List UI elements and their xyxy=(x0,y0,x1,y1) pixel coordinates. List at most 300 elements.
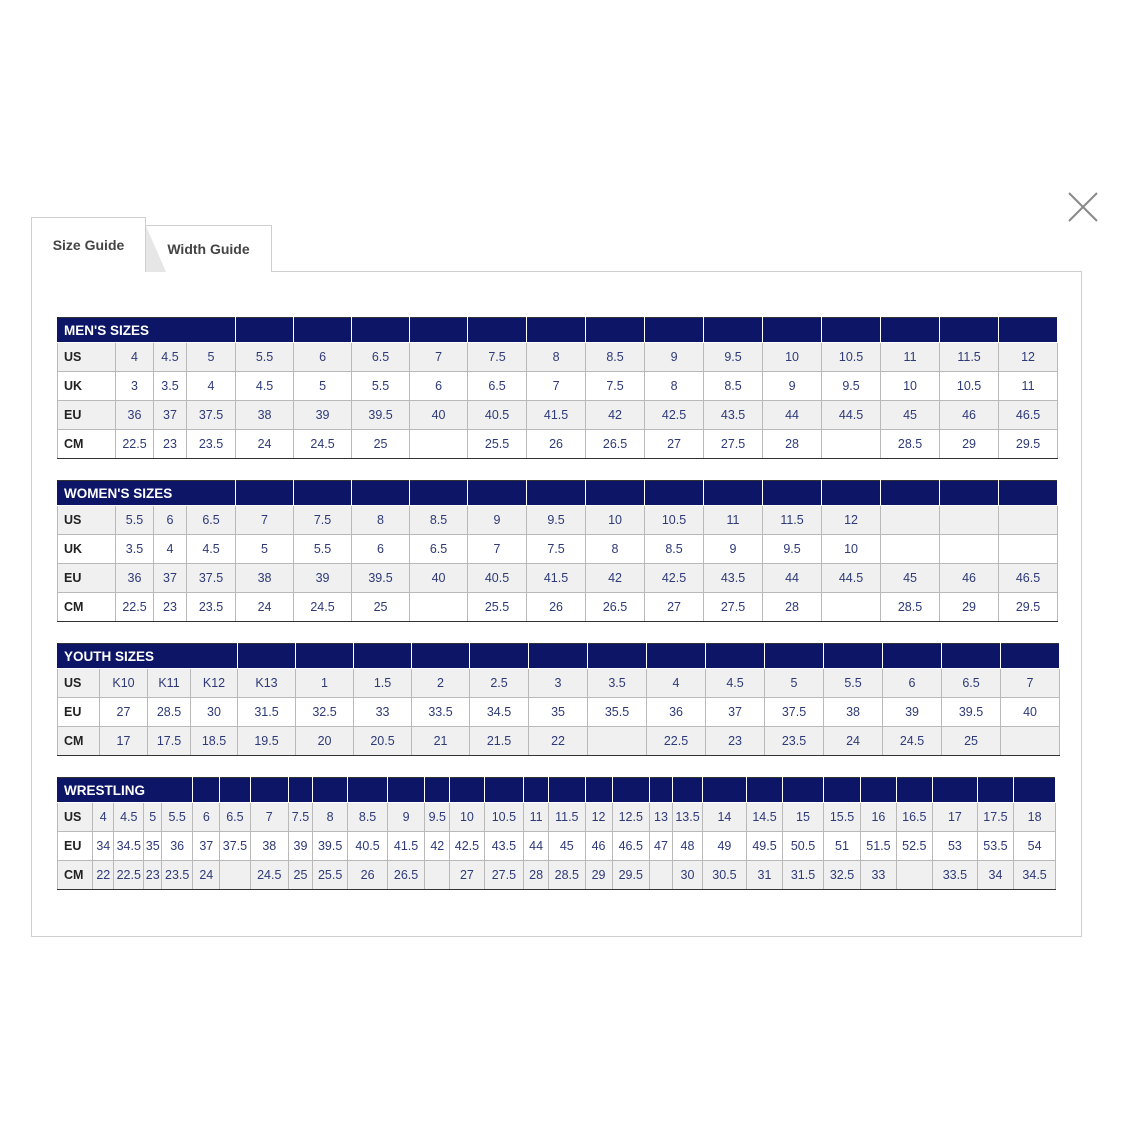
row-label: CM xyxy=(58,593,116,622)
size-cell: 45 xyxy=(881,564,940,593)
size-cell: 11 xyxy=(999,372,1058,401)
size-cell: 7.5 xyxy=(527,535,586,564)
size-cell: 39.5 xyxy=(312,832,347,861)
size-cell: 10 xyxy=(881,372,940,401)
size-cell: 5.5 xyxy=(294,535,352,564)
size-cell xyxy=(410,430,468,459)
size-cell: 3 xyxy=(116,372,154,401)
header-cell xyxy=(289,778,313,803)
header-cell xyxy=(896,778,932,803)
size-cell: 42 xyxy=(586,401,645,430)
size-cell xyxy=(1001,727,1060,756)
close-button[interactable] xyxy=(1066,190,1100,224)
size-cell xyxy=(822,593,881,622)
header-cell xyxy=(193,778,220,803)
header-cell xyxy=(425,778,450,803)
header-cell xyxy=(940,481,999,506)
header-cell xyxy=(220,778,250,803)
size-cell: 27 xyxy=(100,698,148,727)
size-cell: 17 xyxy=(100,727,148,756)
size-cell: 36 xyxy=(647,698,706,727)
size-cell: 39 xyxy=(289,832,313,861)
row-label: EU xyxy=(58,564,116,593)
size-cell: 7 xyxy=(468,535,527,564)
size-cell: 23.5 xyxy=(187,430,236,459)
size-cell: 9.5 xyxy=(704,343,763,372)
header-cell xyxy=(238,644,296,669)
size-cell: 27.5 xyxy=(704,430,763,459)
size-cell: 46 xyxy=(940,564,999,593)
size-cell: 33 xyxy=(861,861,896,890)
size-cell: 44 xyxy=(524,832,549,861)
size-cell: 46.5 xyxy=(612,832,649,861)
close-icon xyxy=(1066,190,1100,224)
size-cell: 41.5 xyxy=(387,832,424,861)
size-cell: 11 xyxy=(704,506,763,535)
size-cell: 22.5 xyxy=(647,727,706,756)
row-label: US xyxy=(58,803,93,832)
size-cell: 26.5 xyxy=(586,430,645,459)
size-cell: 45 xyxy=(549,832,585,861)
size-row-us xyxy=(58,803,1056,832)
header-cell xyxy=(524,778,549,803)
row-label: EU xyxy=(58,832,93,861)
header-cell xyxy=(763,481,822,506)
header-cell xyxy=(1001,644,1060,669)
size-cell: 37.5 xyxy=(765,698,824,727)
size-row-eu xyxy=(58,698,1060,727)
header-cell xyxy=(450,778,484,803)
header-cell xyxy=(933,778,978,803)
row-label: UK xyxy=(58,372,116,401)
size-cell: 39.5 xyxy=(352,401,410,430)
size-cell: 5 xyxy=(187,343,236,372)
size-cell: 25 xyxy=(352,593,410,622)
size-cell: 21.5 xyxy=(470,727,529,756)
size-cell: 43.5 xyxy=(704,401,763,430)
size-row-eu xyxy=(58,401,1058,430)
size-cell: 31 xyxy=(746,861,782,890)
size-row-us xyxy=(58,506,1058,535)
header-cell xyxy=(294,481,352,506)
size-cell: 34.5 xyxy=(470,698,529,727)
size-cell: 38 xyxy=(236,564,294,593)
size-cell: 37.5 xyxy=(220,832,250,861)
table-header xyxy=(58,644,1060,669)
header-cell xyxy=(645,318,704,343)
size-cell xyxy=(220,861,250,890)
size-cell: 24.5 xyxy=(294,593,352,622)
size-cell: 6 xyxy=(154,506,187,535)
header-cell xyxy=(410,481,468,506)
size-cell: 5 xyxy=(294,372,352,401)
size-cell: 30 xyxy=(191,698,238,727)
size-cell: 45 xyxy=(881,401,940,430)
size-cell: 26 xyxy=(348,861,388,890)
size-cell: 50.5 xyxy=(783,832,824,861)
size-cell: 6.5 xyxy=(187,506,236,535)
size-cell: K10 xyxy=(100,669,148,698)
size-cell: 4 xyxy=(93,803,114,832)
tab-size-guide[interactable]: Size Guide xyxy=(31,217,146,272)
header-cell xyxy=(470,644,529,669)
size-cell: 2.5 xyxy=(470,669,529,698)
size-cell: 37.5 xyxy=(187,564,236,593)
size-cell: 7.5 xyxy=(586,372,645,401)
size-cell: 12 xyxy=(999,343,1058,372)
size-cell: 51.5 xyxy=(861,832,896,861)
size-cell: 12.5 xyxy=(612,803,649,832)
size-cell: 22.5 xyxy=(116,593,154,622)
size-cell: 9.5 xyxy=(425,803,450,832)
size-cell: 31.5 xyxy=(238,698,296,727)
size-cell: 30 xyxy=(672,861,702,890)
size-cell xyxy=(940,506,999,535)
header-cell xyxy=(529,644,588,669)
size-cell xyxy=(881,535,940,564)
size-row-cm xyxy=(58,593,1058,622)
size-cell: 35.5 xyxy=(588,698,647,727)
header-cell xyxy=(468,481,527,506)
size-cell: 27.5 xyxy=(484,861,524,890)
size-cell: 6.5 xyxy=(942,669,1001,698)
header-cell xyxy=(484,778,524,803)
size-cell: 28 xyxy=(763,593,822,622)
header-cell xyxy=(586,481,645,506)
row-label: EU xyxy=(58,401,116,430)
size-cell: 33.5 xyxy=(933,861,978,890)
size-cell xyxy=(940,535,999,564)
size-cell: 35 xyxy=(529,698,588,727)
row-label: CM xyxy=(58,430,116,459)
size-cell: 42.5 xyxy=(645,564,704,593)
size-cell: 29.5 xyxy=(999,430,1058,459)
header-cell xyxy=(763,318,822,343)
size-cell: 8.5 xyxy=(410,506,468,535)
header-cell xyxy=(352,318,410,343)
header-cell xyxy=(881,318,940,343)
size-cell: 18 xyxy=(1014,803,1056,832)
size-cell: 26.5 xyxy=(586,593,645,622)
size-cell: 41.5 xyxy=(527,401,586,430)
table-title: WOMEN'S SIZES xyxy=(58,481,236,506)
size-cell: 24 xyxy=(824,727,883,756)
size-cell: 32.5 xyxy=(823,861,860,890)
size-cell: 24 xyxy=(236,430,294,459)
size-cell: 23 xyxy=(706,727,765,756)
size-cell: 10 xyxy=(822,535,881,564)
size-cell: 23.5 xyxy=(162,861,193,890)
size-cell: 44 xyxy=(763,401,822,430)
size-cell: 8.5 xyxy=(586,343,645,372)
size-cell: 9 xyxy=(468,506,527,535)
table-title: MEN'S SIZES xyxy=(58,318,236,343)
header-cell xyxy=(527,318,586,343)
size-cell: 39.5 xyxy=(352,564,410,593)
size-cell: 49.5 xyxy=(746,832,782,861)
size-cell: 44.5 xyxy=(822,564,881,593)
size-cell: 14 xyxy=(703,803,747,832)
size-row-cm xyxy=(58,861,1056,890)
header-cell xyxy=(354,644,412,669)
size-cell: 9.5 xyxy=(822,372,881,401)
size-cell: 7 xyxy=(527,372,586,401)
size-cell: 7.5 xyxy=(468,343,527,372)
size-cell: 28 xyxy=(524,861,549,890)
header-cell xyxy=(942,644,1001,669)
size-cell: 10.5 xyxy=(645,506,704,535)
size-cell: 9 xyxy=(704,535,763,564)
header-cell xyxy=(940,318,999,343)
size-cell: 5.5 xyxy=(824,669,883,698)
size-cell: 22 xyxy=(93,861,114,890)
table-header xyxy=(58,318,1058,343)
size-cell: 11.5 xyxy=(940,343,999,372)
row-label: EU xyxy=(58,698,100,727)
size-cell: 28.5 xyxy=(881,593,940,622)
header-cell xyxy=(585,778,612,803)
tab-width-guide-label: Width Guide xyxy=(167,241,250,257)
size-row-cm xyxy=(58,430,1058,459)
size-cell: 25.5 xyxy=(468,430,527,459)
size-cell: 40 xyxy=(1001,698,1060,727)
header-cell xyxy=(822,481,881,506)
size-cell: 22.5 xyxy=(116,430,154,459)
size-cell xyxy=(999,506,1058,535)
wrestling-table xyxy=(57,777,1056,890)
header-cell xyxy=(236,481,294,506)
size-cell: K11 xyxy=(148,669,191,698)
header-cell xyxy=(468,318,527,343)
size-cell: 6 xyxy=(352,535,410,564)
size-cell: 51 xyxy=(823,832,860,861)
row-label: US xyxy=(58,506,116,535)
size-row-uk xyxy=(58,372,1058,401)
mens-sizes-table xyxy=(57,317,1058,459)
size-cell: 19.5 xyxy=(238,727,296,756)
header-cell xyxy=(861,778,896,803)
size-cell: 39 xyxy=(883,698,942,727)
size-cell: 6.5 xyxy=(468,372,527,401)
size-cell: 36 xyxy=(116,401,154,430)
size-cell: 33 xyxy=(354,698,412,727)
header-cell xyxy=(250,778,289,803)
size-cell: 5.5 xyxy=(116,506,154,535)
size-row-uk xyxy=(58,535,1058,564)
size-cell: 7.5 xyxy=(289,803,313,832)
size-cell: 13 xyxy=(650,803,673,832)
size-cell: 27 xyxy=(645,430,704,459)
header-cell xyxy=(704,481,763,506)
header-cell xyxy=(647,644,706,669)
size-cell: 6 xyxy=(294,343,352,372)
size-cell: 37 xyxy=(154,401,187,430)
size-cell: 24.5 xyxy=(250,861,289,890)
size-cell: 10 xyxy=(763,343,822,372)
size-cell: 28.5 xyxy=(549,861,585,890)
size-row-eu xyxy=(58,564,1058,593)
header-cell xyxy=(645,481,704,506)
size-cell xyxy=(822,430,881,459)
header-cell xyxy=(410,318,468,343)
size-cell xyxy=(650,861,673,890)
header-cell xyxy=(881,481,940,506)
size-cell: 5 xyxy=(765,669,824,698)
size-cell xyxy=(410,593,468,622)
size-row-us xyxy=(58,343,1058,372)
size-cell: 18.5 xyxy=(191,727,238,756)
header-cell xyxy=(588,644,647,669)
size-cell: 37 xyxy=(193,832,220,861)
size-cell: 54 xyxy=(1014,832,1056,861)
size-cell: 34 xyxy=(93,832,114,861)
size-cell: 24.5 xyxy=(294,430,352,459)
size-cell: 39.5 xyxy=(942,698,1001,727)
size-cell: 29.5 xyxy=(999,593,1058,622)
table-header xyxy=(58,481,1058,506)
size-cell: 6.5 xyxy=(410,535,468,564)
header-cell xyxy=(706,644,765,669)
size-cell: 25.5 xyxy=(312,861,347,890)
header-cell xyxy=(294,318,352,343)
header-cell xyxy=(746,778,782,803)
row-label: UK xyxy=(58,535,116,564)
size-cell: 5.5 xyxy=(236,343,294,372)
header-cell xyxy=(549,778,585,803)
size-cell: 25 xyxy=(942,727,1001,756)
size-cell: 39 xyxy=(294,564,352,593)
size-cell xyxy=(588,727,647,756)
size-cell: 4.5 xyxy=(236,372,294,401)
size-cell: 4.5 xyxy=(706,669,765,698)
header-cell xyxy=(387,778,424,803)
header-cell xyxy=(352,481,410,506)
header-cell xyxy=(783,778,824,803)
header-cell xyxy=(822,318,881,343)
size-cell: 22.5 xyxy=(114,861,144,890)
size-cell: 6 xyxy=(193,803,220,832)
size-cell: K13 xyxy=(238,669,296,698)
header-cell xyxy=(296,644,354,669)
size-cell: 43.5 xyxy=(704,564,763,593)
header-cell xyxy=(586,318,645,343)
header-cell xyxy=(672,778,702,803)
size-cell: 6.5 xyxy=(220,803,250,832)
size-cell: 23 xyxy=(154,593,187,622)
size-cell: 37 xyxy=(154,564,187,593)
size-cell xyxy=(999,535,1058,564)
size-cell: 20 xyxy=(296,727,354,756)
header-cell xyxy=(823,778,860,803)
size-cell: 43.5 xyxy=(484,832,524,861)
size-cell: 44.5 xyxy=(822,401,881,430)
size-cell: 11.5 xyxy=(763,506,822,535)
size-cell: 16.5 xyxy=(896,803,932,832)
size-cell: 8 xyxy=(527,343,586,372)
size-cell: 27.5 xyxy=(704,593,763,622)
size-row-eu xyxy=(58,832,1056,861)
size-cell: 34 xyxy=(977,861,1013,890)
size-cell: 8 xyxy=(645,372,704,401)
size-cell: 11.5 xyxy=(549,803,585,832)
size-cell: 9.5 xyxy=(763,535,822,564)
size-cell: 8 xyxy=(586,535,645,564)
size-cell: 12 xyxy=(822,506,881,535)
size-cell: 32.5 xyxy=(296,698,354,727)
size-cell: 27 xyxy=(645,593,704,622)
womens-sizes-table xyxy=(57,480,1058,622)
header-cell xyxy=(703,778,747,803)
size-cell: 8.5 xyxy=(645,535,704,564)
size-cell: 28.5 xyxy=(148,698,191,727)
size-cell: 36 xyxy=(116,564,154,593)
size-cell: 3.5 xyxy=(588,669,647,698)
size-cell: 15 xyxy=(783,803,824,832)
size-cell: 10 xyxy=(450,803,484,832)
size-cell: 4 xyxy=(187,372,236,401)
size-cell: 26 xyxy=(527,430,586,459)
size-cell: 25.5 xyxy=(468,593,527,622)
size-cell: 8.5 xyxy=(704,372,763,401)
size-cell: 37.5 xyxy=(187,401,236,430)
size-cell: 6.5 xyxy=(352,343,410,372)
size-cell: 6 xyxy=(883,669,942,698)
size-cell: 4 xyxy=(647,669,706,698)
header-cell xyxy=(999,318,1058,343)
size-cell: 13.5 xyxy=(672,803,702,832)
header-cell xyxy=(412,644,470,669)
header-cell xyxy=(312,778,347,803)
size-cell: 34.5 xyxy=(1014,861,1056,890)
size-cell: 10 xyxy=(586,506,645,535)
size-cell: 46 xyxy=(940,401,999,430)
header-cell xyxy=(1014,778,1056,803)
size-cell: 53 xyxy=(933,832,978,861)
size-cell: 4 xyxy=(154,535,187,564)
size-cell: 14.5 xyxy=(746,803,782,832)
size-cell: 9 xyxy=(387,803,424,832)
size-cell: 5.5 xyxy=(352,372,410,401)
size-cell: 30.5 xyxy=(703,861,747,890)
size-cell: 23 xyxy=(144,861,162,890)
size-cell: 28 xyxy=(763,430,822,459)
size-cell: 9 xyxy=(763,372,822,401)
size-cell: 17.5 xyxy=(977,803,1013,832)
size-cell: 29 xyxy=(585,861,612,890)
size-cell xyxy=(881,506,940,535)
size-cell: 48 xyxy=(672,832,702,861)
size-cell: 29 xyxy=(940,593,999,622)
tab-width-guide[interactable] xyxy=(145,225,272,272)
header-cell xyxy=(883,644,942,669)
size-cell: 37 xyxy=(706,698,765,727)
size-cell: 6 xyxy=(410,372,468,401)
size-cell: 11 xyxy=(881,343,940,372)
header-cell xyxy=(650,778,673,803)
size-cell: 41.5 xyxy=(527,564,586,593)
size-cell: 7.5 xyxy=(294,506,352,535)
size-cell: 3.5 xyxy=(154,372,187,401)
size-cell: 38 xyxy=(250,832,289,861)
size-cell: 17.5 xyxy=(148,727,191,756)
size-cell: 26 xyxy=(527,593,586,622)
size-cell: 20.5 xyxy=(354,727,412,756)
size-cell: 10.5 xyxy=(940,372,999,401)
size-cell: 3 xyxy=(529,669,588,698)
size-cell: 28.5 xyxy=(881,430,940,459)
size-cell: 15.5 xyxy=(823,803,860,832)
size-cell: 53.5 xyxy=(977,832,1013,861)
